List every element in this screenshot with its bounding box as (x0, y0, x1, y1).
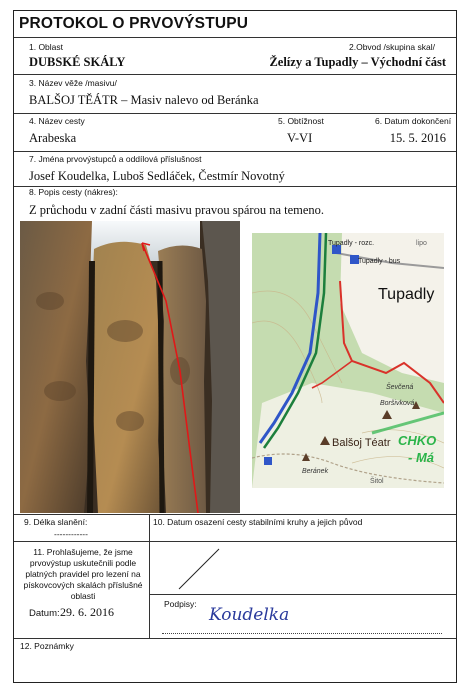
vez-value: BALŠOJ TĚÁTR – Masiv nalevo od Beránka (29, 93, 259, 107)
delka-slaneni-value: ------------ (54, 529, 88, 539)
map-label-lipo: lipo (416, 240, 427, 247)
divider (14, 37, 456, 38)
obtiznost-label: 5. Obtížnost (278, 116, 324, 126)
popis-value: Z průchodu v zadní části masivu pravou spárou na temeno. (29, 203, 325, 217)
datum-dokonceni-value: 15. 5. 2016 (389, 131, 446, 145)
podpisy-label: Podpisy: (164, 599, 197, 609)
map-label-bus: Tupadly - bus (358, 258, 401, 265)
poznamky-label: 12. Poznámky (20, 641, 74, 651)
divider (149, 594, 456, 595)
divider (14, 113, 456, 114)
popis-label: 8. Popis cesty (nákres): (29, 187, 118, 197)
datum-dokonceni-label: 6. Datum dokončení (375, 116, 452, 126)
bus-stop-icon (264, 457, 272, 465)
strike-through-line (174, 547, 224, 591)
obvod-value: Želízy a Tupadly – Východní část (269, 55, 446, 69)
datum-value: 29. 6. 2016 (60, 605, 114, 619)
obvod-label: 2.Obvod /skupina skal/ (349, 42, 435, 52)
location-map (252, 233, 444, 488)
map-label-chko: CHKO (398, 433, 437, 448)
divider (14, 151, 456, 152)
vez-label: 3. Název věže /masivu/ (29, 78, 117, 88)
map-label-chko-2: - Má (408, 450, 434, 465)
divider (14, 514, 456, 515)
map-label-town: Tupadly (378, 286, 435, 303)
datum-label: Datum: (29, 608, 60, 619)
divider (149, 514, 150, 638)
protocol-form (13, 10, 457, 683)
route-photo (20, 221, 240, 513)
signature: Koudelka (209, 605, 290, 625)
signature-line (162, 633, 442, 634)
cesta-value: Arabeska (29, 131, 77, 145)
map-label-sitol: Šitol (370, 478, 384, 485)
map-label-junction: Tupadly - rozc. (328, 240, 375, 247)
divider (14, 541, 456, 542)
map-label-sevcena: Ševčená (386, 384, 414, 391)
oblast-label: 1. Oblast (29, 42, 64, 52)
cesta-label: 4. Název cesty (29, 116, 85, 126)
osazeni-label: 10. Datum osazení cesty stabilními kruhy a jejich původ (153, 517, 363, 527)
jmena-value: Josef Koudelka, Luboš Sedláček, Čestmír Novotný (29, 169, 285, 183)
oblast-value: DUBSKÉ SKÁLY (29, 55, 126, 69)
map-label-beranek: Beránek (302, 468, 329, 475)
map-label-borsivkova: Boršivková (380, 400, 415, 407)
obtiznost-value: V-VI (287, 131, 313, 145)
map-label-balsoj: Balšoj Téatr (332, 437, 391, 449)
jmena-label: 7. Jména prvovýstupců a oddílová příslušnost (29, 154, 202, 164)
divider (14, 74, 456, 75)
declaration-text: 11. Prohlašujeme, že jsme prvovýstup uskutečnili podle platných pravidel pro lezení na pískovcových skalách příslušné oblasti (23, 547, 143, 601)
divider (14, 638, 456, 639)
delka-slaneni-label: 9. Délka slanění: (24, 517, 88, 527)
form-title: PROTOKOL O PRVOVÝSTUPU (19, 15, 249, 32)
